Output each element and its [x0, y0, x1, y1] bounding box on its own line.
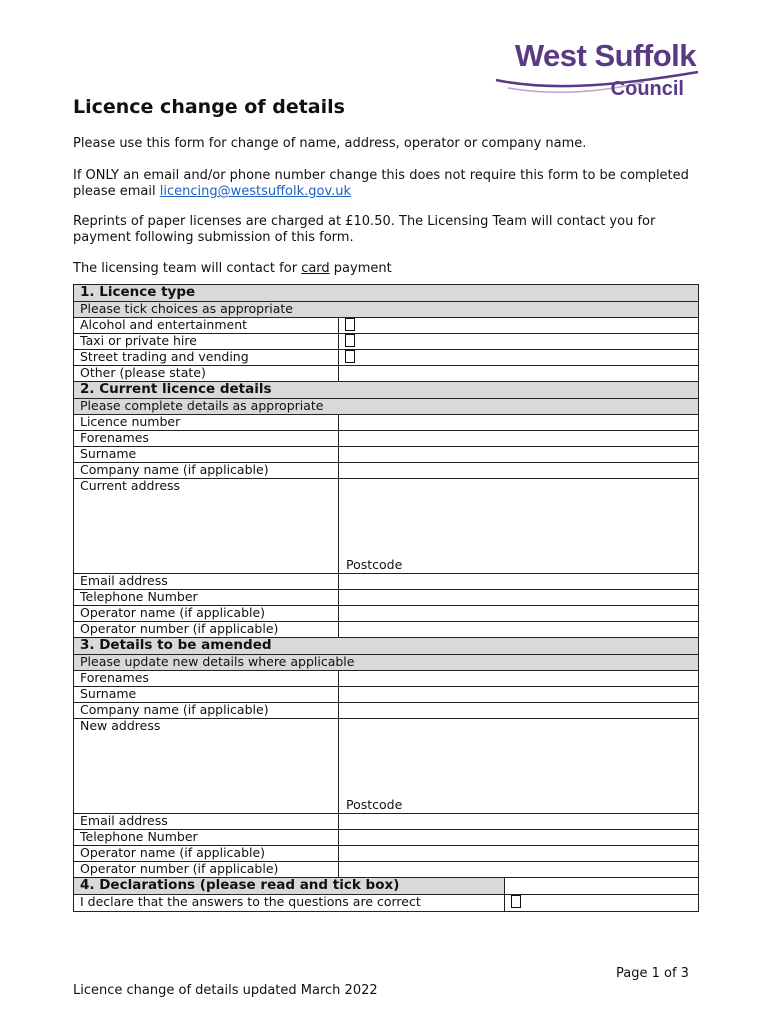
postcode-label: Postcode	[346, 797, 403, 812]
section-2-header	[74, 382, 699, 399]
section-1-instruction-row	[74, 302, 699, 318]
intro-paragraph-2-text: If ONLY an email and/or phone number change this does not require this form to be completed please email	[73, 168, 689, 199]
licensing-email-link[interactable]: licencing@westsuffolk.gov.uk	[159, 184, 352, 199]
new-company-input[interactable]	[339, 703, 699, 719]
table-row	[74, 622, 699, 638]
tick-cell	[339, 334, 699, 350]
new-address-input[interactable]	[339, 719, 699, 814]
table-row	[74, 574, 699, 590]
table-row	[74, 671, 699, 687]
declaration-checkbox[interactable]	[511, 895, 521, 908]
table-row	[74, 814, 699, 830]
table-row	[74, 830, 699, 846]
table-row	[74, 590, 699, 606]
field-label: Operator name (if applicable)	[74, 846, 339, 862]
logo-text-council: Council	[610, 78, 684, 100]
section-4-header	[74, 878, 699, 895]
field-label: Current address	[74, 479, 339, 574]
page-title: Licence change of details	[73, 96, 345, 118]
intro-paragraph-4	[73, 261, 713, 277]
other-input[interactable]	[339, 366, 699, 382]
field-label: Surname	[74, 447, 339, 463]
field-label: Email address	[74, 574, 339, 590]
field-label: Forenames	[74, 671, 339, 687]
declaration-text: I declare that the answers to the questions are correct	[74, 895, 505, 912]
field-label: Operator number (if applicable)	[74, 622, 339, 638]
section-3-instruction-row	[74, 655, 699, 671]
intro-paragraph-4-text: The licensing team will contact for	[73, 261, 302, 276]
current-operator-name-input[interactable]	[339, 606, 699, 622]
intro-paragraph-1: Please use this form for change of name, address, operator or company name.	[73, 136, 587, 151]
section-3-heading: 3. Details to be amended	[74, 638, 699, 655]
new-telephone-input[interactable]	[339, 830, 699, 846]
current-email-input[interactable]	[339, 574, 699, 590]
west-suffolk-logo	[488, 38, 700, 102]
table-row	[74, 846, 699, 862]
field-label: Telephone Number	[74, 590, 339, 606]
table-row	[74, 463, 699, 479]
table-row	[74, 447, 699, 463]
section-2-instruction-row	[74, 399, 699, 415]
current-address-input[interactable]	[339, 479, 699, 574]
section-2-heading: 2. Current licence details	[74, 382, 699, 399]
postcode-label: Postcode	[346, 557, 403, 572]
section-4-heading: 4. Declarations (please read and tick box)	[74, 878, 505, 895]
section-4-blank-cell	[505, 878, 699, 895]
field-label: Telephone Number	[74, 830, 339, 846]
option-label: Other (please state)	[74, 366, 339, 382]
logo-text-west-suffolk: West Suffolk	[514, 38, 696, 73]
new-forenames-input[interactable]	[339, 671, 699, 687]
table-row	[74, 431, 699, 447]
section-1-header	[74, 285, 699, 302]
field-label: Operator name (if applicable)	[74, 606, 339, 622]
tick-cell	[505, 895, 699, 912]
table-row	[74, 318, 699, 334]
section-3-instruction: Please update new details where applicable	[74, 655, 699, 671]
section-1-heading: 1. Licence type	[74, 285, 699, 302]
section-2-instruction: Please complete details as appropriate	[74, 399, 699, 415]
field-label: New address	[74, 719, 339, 814]
street-trading-checkbox[interactable]	[345, 350, 355, 363]
current-surname-input[interactable]	[339, 447, 699, 463]
option-label: Taxi or private hire	[74, 334, 339, 350]
card-underlined: card	[301, 261, 330, 276]
table-row	[74, 719, 699, 814]
option-label: Street trading and vending	[74, 350, 339, 366]
new-email-input[interactable]	[339, 814, 699, 830]
current-company-input[interactable]	[339, 463, 699, 479]
table-row	[74, 895, 699, 912]
footer-text: Licence change of details updated March 2022	[73, 983, 378, 998]
field-label: Forenames	[74, 431, 339, 447]
table-row	[74, 334, 699, 350]
intro-paragraph-4-end: payment	[329, 261, 392, 276]
taxi-checkbox[interactable]	[345, 334, 355, 347]
section-1-instruction: Please tick choices as appropriate	[74, 302, 699, 318]
table-row	[74, 366, 699, 382]
table-row	[74, 415, 699, 431]
intro-paragraph-3: Reprints of paper licenses are charged at £10.50. The Licensing Team will contact you for payment following submission of this form.	[73, 214, 656, 245]
current-forenames-input[interactable]	[339, 431, 699, 447]
table-row	[74, 703, 699, 719]
table-row	[74, 862, 699, 878]
new-operator-number-input[interactable]	[339, 862, 699, 878]
field-label: Operator number (if applicable)	[74, 862, 339, 878]
licence-change-form-table	[73, 284, 699, 912]
field-label: Company name (if applicable)	[74, 463, 339, 479]
field-label: Email address	[74, 814, 339, 830]
table-row	[74, 606, 699, 622]
table-row	[74, 479, 699, 574]
field-label: Surname	[74, 687, 339, 703]
field-label: Licence number	[74, 415, 339, 431]
new-operator-name-input[interactable]	[339, 846, 699, 862]
tick-cell	[339, 318, 699, 334]
licence-number-input[interactable]	[339, 415, 699, 431]
tick-cell	[339, 350, 699, 366]
option-label: Alcohol and entertainment	[74, 318, 339, 334]
section-3-header	[74, 638, 699, 655]
table-row	[74, 687, 699, 703]
alcohol-checkbox[interactable]	[345, 318, 355, 331]
current-telephone-input[interactable]	[339, 590, 699, 606]
intro-paragraph-2	[73, 168, 713, 200]
page-number: Page 1 of 3	[616, 966, 689, 981]
table-row	[74, 350, 699, 366]
field-label: Company name (if applicable)	[74, 703, 339, 719]
new-surname-input[interactable]	[339, 687, 699, 703]
current-operator-number-input[interactable]	[339, 622, 699, 638]
